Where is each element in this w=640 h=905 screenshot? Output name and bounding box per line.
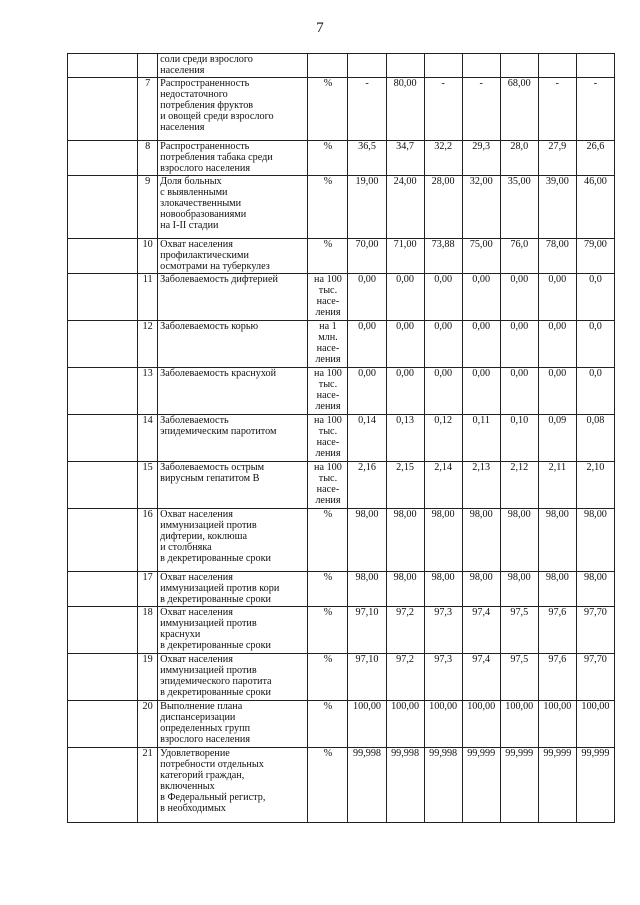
value-cell: 97,3 (424, 654, 462, 701)
value-cell: 36,5 (348, 141, 386, 176)
unit-cell: % (308, 654, 348, 701)
left-blank-cell (68, 176, 138, 239)
value-cell: 98,00 (576, 509, 614, 572)
left-blank-cell (68, 78, 138, 141)
value-cell: 0,00 (348, 274, 386, 321)
value-cell: 98,00 (386, 572, 424, 607)
indicator-name: Заболеваемость острым вирусным гепатитом В (158, 462, 308, 509)
value-cell: 97,6 (538, 607, 576, 654)
value-cell: - (348, 78, 386, 141)
value-cell: 0,0 (576, 321, 614, 368)
table-row (68, 607, 615, 654)
row-number (138, 54, 158, 78)
table-row (68, 654, 615, 701)
row-number: 10 (138, 239, 158, 274)
unit-cell: % (308, 572, 348, 607)
table-row (68, 239, 615, 274)
left-blank-cell (68, 368, 138, 415)
value-cell: 97,70 (576, 607, 614, 654)
table-row (68, 176, 615, 239)
value-cell: 28,00 (424, 176, 462, 239)
unit-cell: на 100 тыс. насе- ления (308, 274, 348, 321)
value-cell (576, 54, 614, 78)
indicator-name: Охват населения иммунизацией против дифтерии, коклюша и столбняка в декретированные сроки (158, 509, 308, 572)
value-cell: 99,998 (424, 748, 462, 823)
value-cell: 80,00 (386, 78, 424, 141)
value-cell: 76,0 (500, 239, 538, 274)
indicator-name: Заболеваемость корью (158, 321, 308, 368)
value-cell (424, 54, 462, 78)
value-cell: 98,00 (424, 509, 462, 572)
row-number: 13 (138, 368, 158, 415)
table-row (68, 141, 615, 176)
table-row (68, 462, 615, 509)
value-cell: 97,70 (576, 654, 614, 701)
row-number: 14 (138, 415, 158, 462)
value-cell: 46,00 (576, 176, 614, 239)
indicator-name: Доля больных с выявленными злокачественными новообразованиями на I-II стадии (158, 176, 308, 239)
table-row (68, 748, 615, 823)
indicator-name: Заболеваемость эпидемическим паротитом (158, 415, 308, 462)
table-row (68, 572, 615, 607)
value-cell: 27,9 (538, 141, 576, 176)
unit-cell: на 100 тыс. насе- ления (308, 368, 348, 415)
value-cell: 0,00 (538, 368, 576, 415)
value-cell: 29,3 (462, 141, 500, 176)
value-cell: 100,00 (424, 701, 462, 748)
value-cell: - (538, 78, 576, 141)
value-cell: 0,12 (424, 415, 462, 462)
table-row (68, 321, 615, 368)
table-row (68, 509, 615, 572)
value-cell: 0,0 (576, 274, 614, 321)
left-blank-cell (68, 274, 138, 321)
value-cell: 70,00 (348, 239, 386, 274)
indicator-name: Охват населения иммунизацией против краснухи в декретированные сроки (158, 607, 308, 654)
indicators-table (67, 53, 615, 823)
left-blank-cell (68, 415, 138, 462)
value-cell: 2,13 (462, 462, 500, 509)
row-number: 11 (138, 274, 158, 321)
left-blank-cell (68, 54, 138, 78)
value-cell: 0,13 (386, 415, 424, 462)
indicator-name: Заболеваемость краснухой (158, 368, 308, 415)
value-cell: 35,00 (500, 176, 538, 239)
indicator-name: Заболеваемость дифтерией (158, 274, 308, 321)
value-cell: 0,00 (462, 274, 500, 321)
value-cell: 39,00 (538, 176, 576, 239)
row-number: 21 (138, 748, 158, 823)
value-cell: - (424, 78, 462, 141)
table-row (68, 368, 615, 415)
value-cell: 0,00 (386, 321, 424, 368)
value-cell: 24,00 (386, 176, 424, 239)
value-cell: 99,999 (462, 748, 500, 823)
value-cell (538, 54, 576, 78)
indicator-name: Выполнение плана диспансеризации определенных групп взрослого населения (158, 701, 308, 748)
value-cell: 99,998 (386, 748, 424, 823)
value-cell: 98,00 (576, 572, 614, 607)
value-cell (500, 54, 538, 78)
value-cell: 0,11 (462, 415, 500, 462)
row-number: 9 (138, 176, 158, 239)
value-cell: 98,00 (538, 509, 576, 572)
value-cell: 73,88 (424, 239, 462, 274)
value-cell: 75,00 (462, 239, 500, 274)
value-cell: 0,14 (348, 415, 386, 462)
row-number: 12 (138, 321, 158, 368)
value-cell: 79,00 (576, 239, 614, 274)
value-cell: 0,00 (348, 321, 386, 368)
unit-cell (308, 54, 348, 78)
left-blank-cell (68, 141, 138, 176)
value-cell: 98,00 (538, 572, 576, 607)
value-cell: 0,00 (462, 321, 500, 368)
value-cell: 100,00 (348, 701, 386, 748)
left-blank-cell (68, 701, 138, 748)
value-cell: 98,00 (348, 572, 386, 607)
value-cell: 0,00 (462, 368, 500, 415)
value-cell: 99,999 (576, 748, 614, 823)
value-cell (462, 54, 500, 78)
value-cell: 0,00 (424, 321, 462, 368)
row-number: 19 (138, 654, 158, 701)
value-cell: 2,10 (576, 462, 614, 509)
value-cell: - (576, 78, 614, 141)
unit-cell: % (308, 141, 348, 176)
row-number: 8 (138, 141, 158, 176)
value-cell: 0,00 (500, 321, 538, 368)
value-cell: 0,00 (538, 274, 576, 321)
value-cell: 97,2 (386, 607, 424, 654)
value-cell: 100,00 (500, 701, 538, 748)
value-cell: 99,998 (348, 748, 386, 823)
indicator-name: Удовлетворение потребности отдельных категорий граждан, включенных в Федеральный регистр, в необходимых (158, 748, 308, 823)
value-cell: 98,00 (500, 572, 538, 607)
indicator-name: Распространенность недостаточного потребления фруктов и овощей среди взрослого населения (158, 78, 308, 141)
value-cell: 97,3 (424, 607, 462, 654)
value-cell: 2,14 (424, 462, 462, 509)
value-cell: 0,00 (500, 274, 538, 321)
value-cell: 32,2 (424, 141, 462, 176)
value-cell: 99,999 (500, 748, 538, 823)
value-cell: 71,00 (386, 239, 424, 274)
row-number: 17 (138, 572, 158, 607)
table-row (68, 274, 615, 321)
unit-cell: на 100 тыс. насе- ления (308, 415, 348, 462)
value-cell: 97,10 (348, 607, 386, 654)
value-cell: 100,00 (538, 701, 576, 748)
row-number: 7 (138, 78, 158, 141)
table-row (68, 78, 615, 141)
value-cell: 97,4 (462, 607, 500, 654)
value-cell: 2,12 (500, 462, 538, 509)
page-number: 7 (316, 20, 324, 36)
value-cell: 0,00 (538, 321, 576, 368)
value-cell: 28,0 (500, 141, 538, 176)
value-cell (348, 54, 386, 78)
value-cell: 26,6 (576, 141, 614, 176)
left-blank-cell (68, 572, 138, 607)
table-row (68, 415, 615, 462)
value-cell: 0,00 (500, 368, 538, 415)
indicator-name: Охват населения иммунизацией против кори в декретированные сроки (158, 572, 308, 607)
value-cell: 100,00 (386, 701, 424, 748)
unit-cell: на 1 млн. насе- ления (308, 321, 348, 368)
row-number: 15 (138, 462, 158, 509)
value-cell: 2,11 (538, 462, 576, 509)
value-cell: 98,00 (424, 572, 462, 607)
unit-cell: % (308, 701, 348, 748)
value-cell: 100,00 (576, 701, 614, 748)
unit-cell: % (308, 607, 348, 654)
value-cell: 0,10 (500, 415, 538, 462)
left-blank-cell (68, 748, 138, 823)
unit-cell: % (308, 748, 348, 823)
value-cell: 98,00 (348, 509, 386, 572)
left-blank-cell (68, 654, 138, 701)
value-cell: 0,00 (424, 368, 462, 415)
value-cell: 98,00 (462, 572, 500, 607)
table-row (68, 701, 615, 748)
value-cell: 0,00 (386, 368, 424, 415)
unit-cell: % (308, 176, 348, 239)
value-cell: 97,2 (386, 654, 424, 701)
value-cell: 32,00 (462, 176, 500, 239)
unit-cell: % (308, 509, 348, 572)
left-blank-cell (68, 509, 138, 572)
value-cell (386, 54, 424, 78)
value-cell: 97,5 (500, 654, 538, 701)
value-cell: - (462, 78, 500, 141)
table-row (68, 54, 615, 78)
value-cell: 0,09 (538, 415, 576, 462)
indicator-name: Распространенность потребления табака среди взрослого населения (158, 141, 308, 176)
value-cell: 2,15 (386, 462, 424, 509)
left-blank-cell (68, 321, 138, 368)
value-cell: 34,7 (386, 141, 424, 176)
indicator-name: Охват населения профилактическими осмотрами на туберкулез (158, 239, 308, 274)
value-cell: 0,08 (576, 415, 614, 462)
value-cell: 99,999 (538, 748, 576, 823)
value-cell: 19,00 (348, 176, 386, 239)
value-cell: 0,00 (386, 274, 424, 321)
value-cell: 98,00 (386, 509, 424, 572)
value-cell: 98,00 (500, 509, 538, 572)
left-blank-cell (68, 607, 138, 654)
value-cell: 100,00 (462, 701, 500, 748)
left-blank-cell (68, 462, 138, 509)
value-cell: 0,00 (424, 274, 462, 321)
value-cell: 97,4 (462, 654, 500, 701)
value-cell: 98,00 (462, 509, 500, 572)
unit-cell: % (308, 239, 348, 274)
row-number: 18 (138, 607, 158, 654)
value-cell: 97,10 (348, 654, 386, 701)
left-blank-cell (68, 239, 138, 274)
value-cell: 0,0 (576, 368, 614, 415)
unit-cell: % (308, 78, 348, 141)
value-cell: 78,00 (538, 239, 576, 274)
unit-cell: на 100 тыс. насе- ления (308, 462, 348, 509)
value-cell: 68,00 (500, 78, 538, 141)
row-number: 20 (138, 701, 158, 748)
indicator-name: Охват населения иммунизацией против эпидемического паротита в декретированные сроки (158, 654, 308, 701)
indicator-name: соли среди взрослого населения (158, 54, 308, 78)
value-cell: 97,5 (500, 607, 538, 654)
value-cell: 2,16 (348, 462, 386, 509)
value-cell: 97,6 (538, 654, 576, 701)
value-cell: 0,00 (348, 368, 386, 415)
row-number: 16 (138, 509, 158, 572)
